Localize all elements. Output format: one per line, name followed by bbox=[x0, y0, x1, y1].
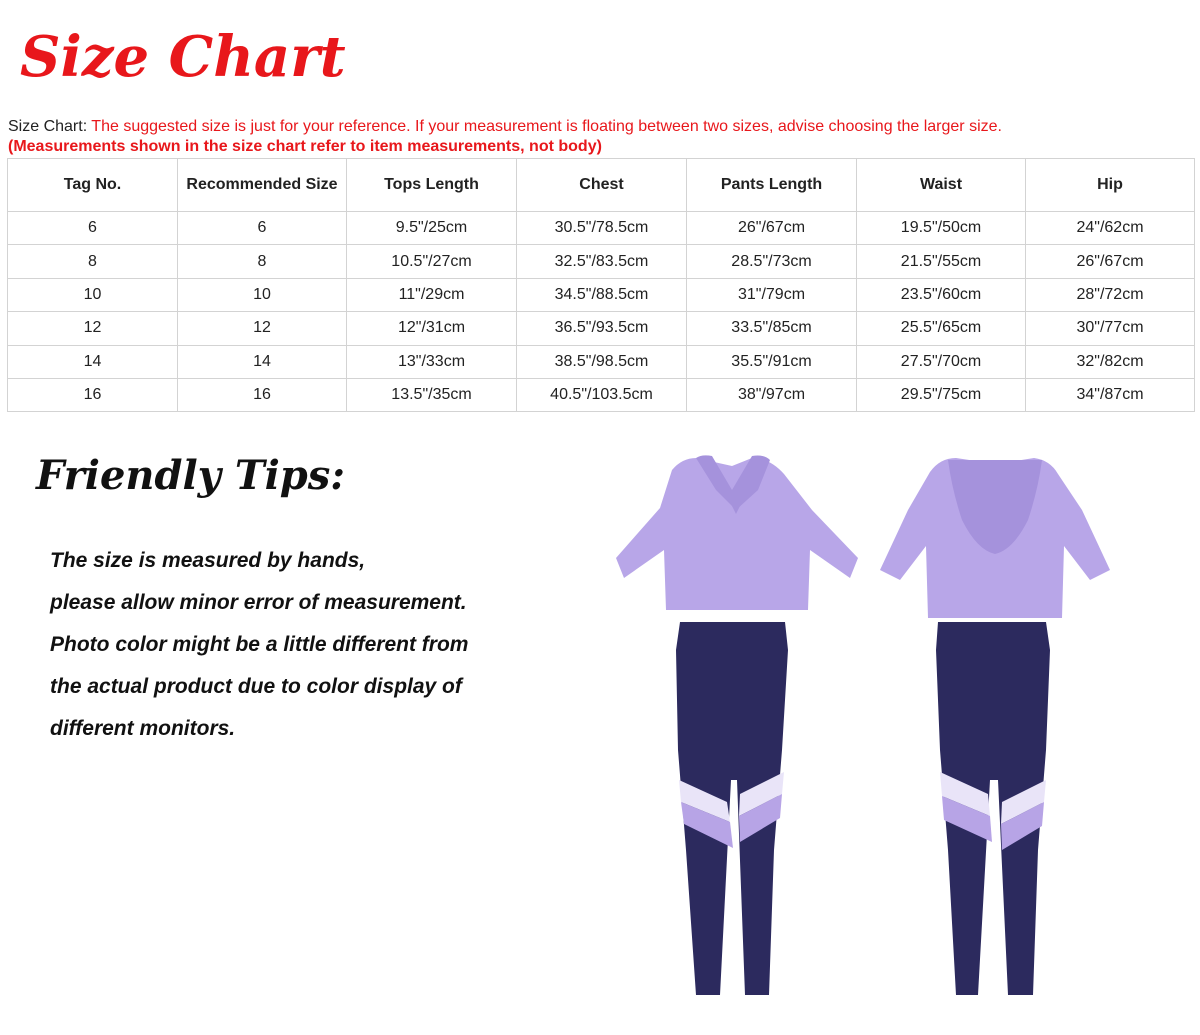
tip-line: the actual product due to color display of bbox=[50, 675, 462, 698]
cell-tops-length: 11"/29cm bbox=[347, 278, 517, 311]
header-waist: Waist bbox=[857, 159, 1026, 212]
page-title: Size Chart bbox=[20, 24, 346, 90]
cell-recommended-size: 16 bbox=[178, 378, 347, 411]
cell-chest: 30.5"/78.5cm bbox=[517, 212, 687, 245]
table-row bbox=[8, 212, 1195, 245]
cell-tag-no: 6 bbox=[8, 212, 178, 245]
cell-waist: 29.5"/75cm bbox=[857, 378, 1026, 411]
cell-recommended-size: 6 bbox=[178, 212, 347, 245]
cell-recommended-size: 8 bbox=[178, 245, 347, 278]
header-tops-length: Tops Length bbox=[347, 159, 517, 212]
cell-pants-length: 26"/67cm bbox=[687, 212, 857, 245]
product-front-image bbox=[612, 450, 862, 1000]
table-row bbox=[8, 378, 1195, 411]
table-row bbox=[8, 245, 1195, 278]
product-back-image bbox=[878, 450, 1113, 1000]
size-table bbox=[7, 158, 1195, 412]
cell-waist: 25.5"/65cm bbox=[857, 312, 1026, 345]
size-chart-note-text: The suggested size is just for your reference. If your measurement is floating between two sizes, advise choosing the larger size. bbox=[87, 118, 1002, 135]
cell-hip: 30"/77cm bbox=[1026, 312, 1195, 345]
tip-line: The size is measured by hands, bbox=[50, 549, 366, 572]
cell-tag-no: 8 bbox=[8, 245, 178, 278]
cell-tops-length: 9.5"/25cm bbox=[347, 212, 517, 245]
table-row bbox=[8, 345, 1195, 378]
cell-hip: 26"/67cm bbox=[1026, 245, 1195, 278]
header-hip: Hip bbox=[1026, 159, 1195, 212]
cell-recommended-size: 14 bbox=[178, 345, 347, 378]
cell-recommended-size: 10 bbox=[178, 278, 347, 311]
cell-hip: 34"/87cm bbox=[1026, 378, 1195, 411]
cell-chest: 34.5"/88.5cm bbox=[517, 278, 687, 311]
cell-tops-length: 10.5"/27cm bbox=[347, 245, 517, 278]
cell-chest: 38.5"/98.5cm bbox=[517, 345, 687, 378]
tip-line: Photo color might be a little different from bbox=[50, 633, 469, 656]
cell-chest: 32.5"/83.5cm bbox=[517, 245, 687, 278]
cell-hip: 28"/72cm bbox=[1026, 278, 1195, 311]
cell-recommended-size: 12 bbox=[178, 312, 347, 345]
cell-waist: 21.5"/55cm bbox=[857, 245, 1026, 278]
cell-tag-no: 16 bbox=[8, 378, 178, 411]
cell-pants-length: 33.5"/85cm bbox=[687, 312, 857, 345]
cell-hip: 32"/82cm bbox=[1026, 345, 1195, 378]
cell-chest: 40.5"/103.5cm bbox=[517, 378, 687, 411]
cell-tops-length: 13"/33cm bbox=[347, 345, 517, 378]
cell-tag-no: 14 bbox=[8, 345, 178, 378]
cell-tag-no: 12 bbox=[8, 312, 178, 345]
measurement-warning: (Measurements shown in the size chart refer to item measurements, not body) bbox=[8, 138, 602, 155]
cell-tops-length: 13.5"/35cm bbox=[347, 378, 517, 411]
cell-hip: 24"/62cm bbox=[1026, 212, 1195, 245]
cell-waist: 19.5"/50cm bbox=[857, 212, 1026, 245]
tip-line: different monitors. bbox=[50, 717, 236, 740]
tips-title: Friendly Tips: bbox=[36, 452, 346, 499]
table-row bbox=[8, 312, 1195, 345]
header-tag-no: Tag No. bbox=[8, 159, 178, 212]
cell-waist: 23.5"/60cm bbox=[857, 278, 1026, 311]
size-chart-note-label: Size Chart: bbox=[8, 118, 88, 135]
cell-pants-length: 35.5"/91cm bbox=[687, 345, 857, 378]
table-row bbox=[8, 278, 1195, 311]
tip-line: please allow minor error of measurement. bbox=[50, 591, 467, 614]
cell-pants-length: 31"/79cm bbox=[687, 278, 857, 311]
cell-waist: 27.5"/70cm bbox=[857, 345, 1026, 378]
cell-chest: 36.5"/93.5cm bbox=[517, 312, 687, 345]
cell-pants-length: 38"/97cm bbox=[687, 378, 857, 411]
cell-tops-length: 12"/31cm bbox=[347, 312, 517, 345]
cell-tag-no: 10 bbox=[8, 278, 178, 311]
size-chart-note bbox=[8, 118, 1002, 136]
header-recommended-size bbox=[178, 159, 347, 212]
table-header-row bbox=[8, 159, 1195, 212]
header-pants-length: Pants Length bbox=[687, 159, 857, 212]
header-recommended-size-label: Recommended Size bbox=[186, 176, 338, 193]
cell-pants-length: 28.5"/73cm bbox=[687, 245, 857, 278]
hoodie-front bbox=[616, 458, 858, 610]
tips-text bbox=[50, 540, 570, 750]
header-chest: Chest bbox=[517, 159, 687, 212]
